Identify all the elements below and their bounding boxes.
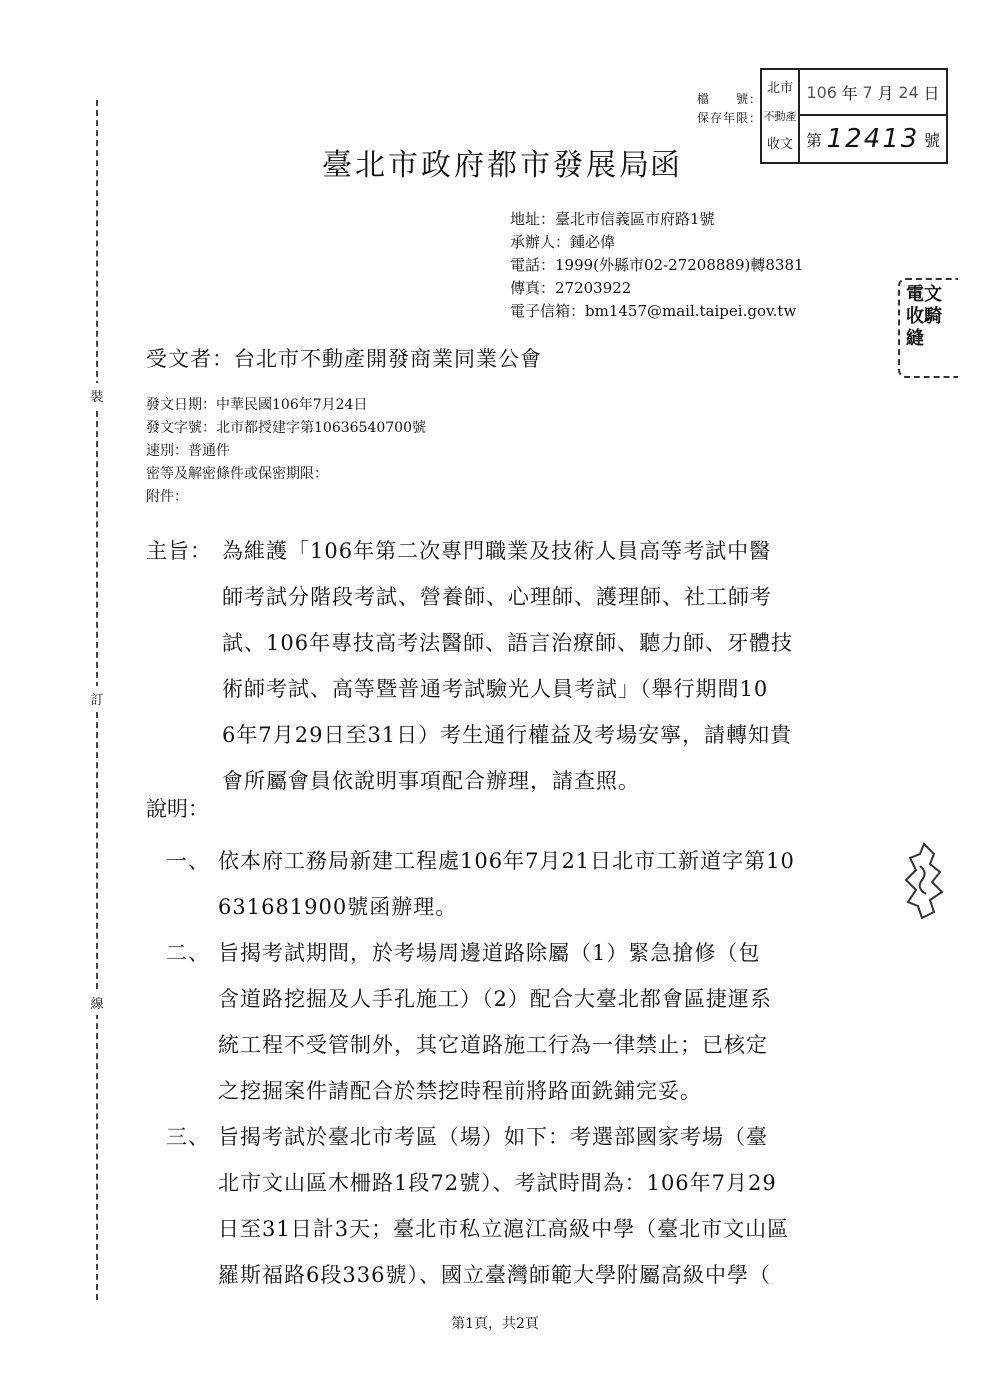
subject-line: 試、106年專技高考法醫師、語言治療師、聽力師、牙體技 xyxy=(222,631,794,655)
stamp-org: 不動產 xyxy=(763,109,797,123)
file-labels xyxy=(670,90,762,128)
stamp-left-column xyxy=(762,70,800,162)
binding-char-zhuang: 裝 xyxy=(88,383,106,408)
stamp-day-label: 日 xyxy=(923,83,940,103)
subject-line: 會所屬會員依說明事項配合辦理，請查照。 xyxy=(222,769,640,793)
explanation-label: 說明： xyxy=(146,797,209,821)
binding-char-ding: 訂 xyxy=(88,686,106,711)
item-line: 之挖掘案件請配合於禁挖時程前將路面銑鋪完妥。 xyxy=(218,1079,702,1103)
item-line: 統工程不受管制外，其它道路施工行為一律禁止；已核定 xyxy=(218,1033,768,1057)
page-footer: 第1頁，共2頁 xyxy=(451,1316,539,1332)
item-line: 含道路挖掘及人手孔施工）（2）配合大臺北都會區捷運系 xyxy=(218,987,772,1011)
subject-line: 師考試分階段考試、營養師、心理師、護理師、社工師考 xyxy=(222,585,772,609)
subject-body xyxy=(222,528,862,804)
stamp-number-row xyxy=(800,116,946,162)
binding-char-xian: 線 xyxy=(88,990,106,1015)
explanation-item xyxy=(166,1114,795,1298)
stamp-date-row xyxy=(800,70,946,116)
item-number: 二、 xyxy=(166,941,210,965)
attachments: 附件： xyxy=(146,489,188,505)
stamp-received: 收文 xyxy=(766,136,793,152)
subject-line: 術師考試、高等暨普通考試驗光人員考試」（舉行期間10 xyxy=(222,677,769,701)
item-line: 羅斯福路6段336號）、國立臺灣師範大學附屬高級中學（ xyxy=(218,1263,771,1287)
file-number-label: 檔 號： xyxy=(696,92,762,106)
issue-date: 發文日期：中華民國106年7月24日 xyxy=(146,397,368,413)
stamp-city: 北市 xyxy=(766,80,793,96)
stamp-year: 106 xyxy=(806,82,837,102)
secrecy-level: 密等及解密條件或保密期限： xyxy=(146,466,328,482)
stamp-number: 12413 xyxy=(826,124,920,154)
seal-fragment-icon xyxy=(904,842,944,920)
item-line: 旨揭考試期間，於考場周邊道路除屬（1）緊急搶修（包 xyxy=(218,941,761,965)
agency-title: 臺北市政府都市發展局 xyxy=(322,148,652,183)
stamp-month: 7 xyxy=(862,82,873,102)
contact-phone: 電話：1999(外縣市02-27208889)轉8381 xyxy=(510,256,804,274)
received-stamp xyxy=(760,68,948,164)
contact-email: 電子信箱：bm1457@mail.taipei.gov.tw xyxy=(510,302,797,320)
stamp-day: 24 xyxy=(898,82,919,102)
seam-seal: 電文收騎縫 xyxy=(898,278,958,378)
subject-section xyxy=(146,528,862,804)
subject-line: 6年7月29日至31日）考生通行權益及考場安寧，請轉知貴 xyxy=(222,723,793,747)
document-meta xyxy=(146,394,426,509)
subject-label: 主旨： xyxy=(146,539,212,563)
stamp-no-prefix: 第 xyxy=(806,130,823,150)
item-number: 一、 xyxy=(166,849,210,873)
contact-fax: 傳真：27203922 xyxy=(510,279,632,297)
item-line: 旨揭考試於臺北市考區（場）如下：考選部國家考場（臺 xyxy=(218,1125,768,1149)
document-number: 發文字號：北市都授建字第10636540700號 xyxy=(146,420,426,436)
document-type: 函 xyxy=(650,148,680,183)
item-line: 北市文山區木柵路1段72號）、考試時間為：106年7月29 xyxy=(218,1171,777,1195)
contact-handler: 承辦人：鍾必偉 xyxy=(510,233,616,251)
contact-address: 地址：臺北市信義區市府路1號 xyxy=(510,210,715,228)
stamp-year-label: 年 xyxy=(841,83,858,103)
stamp-month-label: 月 xyxy=(877,83,894,103)
item-line: 631681900號函辦理。 xyxy=(218,895,458,919)
explanation-item xyxy=(166,930,795,1114)
item-line: 日至31日計3天；臺北市私立滬江高級中學（臺北市文山區 xyxy=(218,1217,790,1241)
retention-label: 保存年限： xyxy=(696,111,762,125)
stamp-no-suffix: 號 xyxy=(923,130,940,150)
contact-block xyxy=(510,208,804,323)
item-line: 依本府工務局新建工程處106年7月21日北市工新道字第10 xyxy=(218,849,795,873)
delivery-speed: 速別：普通件 xyxy=(146,443,230,459)
recipient: 受文者：台北市不動產開發商業同業公會 xyxy=(146,347,542,371)
subject-line: 為維護「106年第二次專門職業及技術人員高等考試中醫 xyxy=(222,539,772,563)
explanation-items xyxy=(166,838,795,1298)
explanation-item xyxy=(166,838,795,930)
item-number: 三、 xyxy=(166,1125,210,1149)
